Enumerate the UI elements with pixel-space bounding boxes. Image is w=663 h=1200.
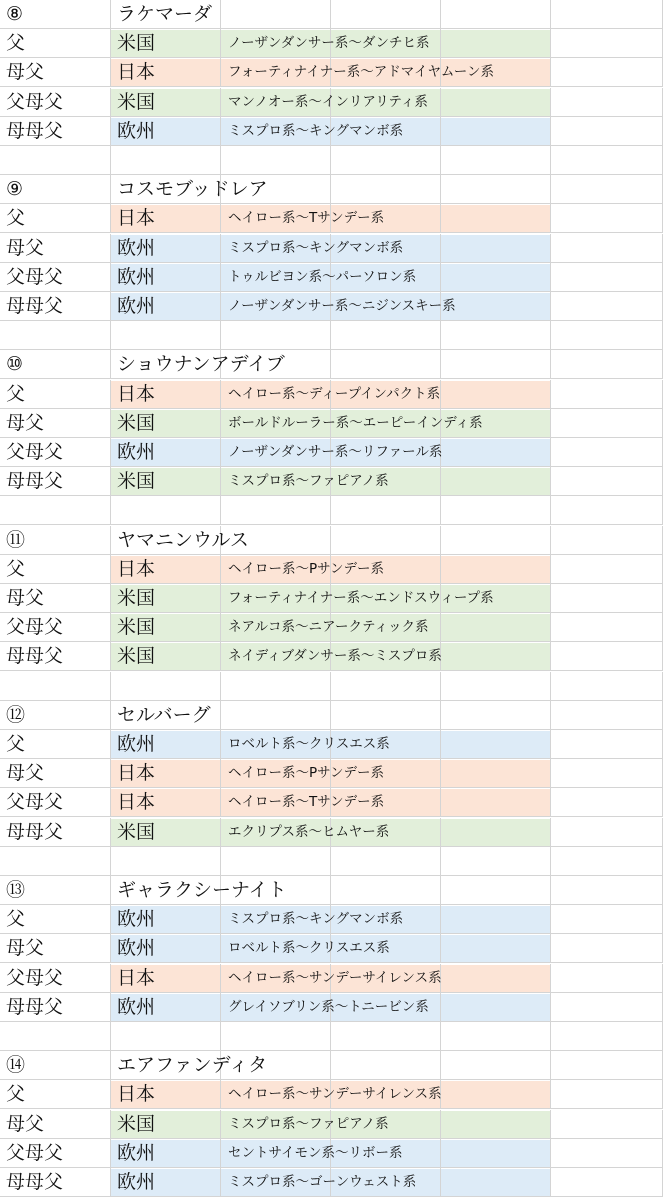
grid-cell[interactable] [441,555,551,584]
grid-cell[interactable] [551,234,663,263]
lineage-text: ヘイロー系～サンデーサイレンス系 [228,969,442,986]
pedigree-row [0,1139,663,1168]
region-label: 米国 [117,411,156,434]
grid-cell[interactable] [441,234,551,263]
region-label: 日本 [117,557,156,580]
grid-cell[interactable] [441,672,551,701]
horse-header-row [0,1051,663,1080]
pedigree-row [0,584,663,613]
grid-cell[interactable] [441,905,551,934]
grid-cell[interactable] [441,1080,551,1109]
grid-cell[interactable] [0,146,111,175]
lineage-text: ノーザンダンサー系～リファール系 [228,444,443,460]
region-label: 欧州 [117,908,156,931]
region-label: 米国 [117,1112,156,1135]
pedigree-row [0,380,663,409]
grid-cell[interactable] [221,672,331,701]
grid-cell[interactable] [551,204,663,233]
grid-cell[interactable] [551,29,663,58]
grid-cell[interactable] [331,876,441,905]
grid-cell[interactable] [551,496,663,525]
relation-label: 父 [6,32,26,55]
relation-label: 父母父 [6,1141,64,1164]
horse-name: コスモブッドレア [117,178,268,201]
horse-name: ヤマニンウルス [117,528,249,551]
region-label: 米国 [117,820,156,843]
horse-number: ⑭ [6,1054,26,1077]
horse-number: ⑫ [6,703,26,726]
region-label: 欧州 [117,937,156,960]
region-label: 日本 [117,207,156,230]
spacer-row [0,321,663,350]
lineage-text: フォーティナイナー系～エンドスウィープ系 [228,590,494,606]
grid-cell[interactable] [111,1022,221,1051]
pedigree-row [0,993,663,1022]
lineage-text: ネイディブダンサー系～ミスプロ系 [228,648,442,665]
grid-cell[interactable] [0,847,111,876]
spacer-row [0,496,663,525]
grid-cell[interactable] [551,321,663,350]
relation-label: 母父 [6,937,45,960]
lineage-text: ネアルコ系～ニアークティック系 [228,619,429,636]
horse-number: ⑩ [6,353,24,376]
grid-cell[interactable] [221,701,331,730]
grid-cell[interactable] [0,496,111,525]
grid-cell[interactable] [551,818,663,847]
grid-cell[interactable] [551,0,663,29]
pedigree-row [0,409,663,438]
grid-cell[interactable] [441,467,551,496]
grid-cell[interactable] [441,175,551,204]
grid-cell[interactable] [441,29,551,58]
grid-cell[interactable] [551,88,663,117]
relation-label: 母父 [6,61,45,84]
lineage-text: ヘイロー系～Tサンデー系 [228,210,385,227]
lineage-text: ヘイロー系～Pサンデー系 [228,560,384,577]
grid-cell[interactable] [551,292,663,321]
grid-cell[interactable] [221,847,331,876]
pedigree-row [0,1110,663,1139]
relation-label: 父母父 [6,616,64,639]
grid-cell[interactable] [551,730,663,759]
region-label: 米国 [117,470,156,493]
pedigree-row [0,58,663,87]
grid-cell[interactable] [551,526,663,555]
grid-cell[interactable] [441,438,551,467]
grid-cell[interactable] [0,672,111,701]
lineage-text: ヘイロー系～Pサンデー系 [228,765,384,782]
grid-cell[interactable] [331,701,441,730]
grid-cell[interactable] [441,1110,551,1139]
relation-label: 父 [6,733,26,755]
grid-cell[interactable] [551,584,663,613]
region-label: 日本 [117,966,156,989]
grid-cell[interactable] [551,1168,663,1197]
grid-cell[interactable] [551,117,663,146]
region-label: 日本 [117,791,156,814]
pedigree-row [0,555,663,584]
grid-cell[interactable] [551,58,663,87]
pedigree-row [0,117,663,146]
grid-cell[interactable] [551,701,663,730]
grid-cell[interactable] [551,1051,663,1080]
pedigree-row [0,292,663,321]
lineage-text: フォーティナイナー系～アドマイヤムーン系 [228,64,494,81]
region-label: 欧州 [117,265,156,288]
grid-cell[interactable] [441,117,551,146]
grid-cell[interactable] [221,1022,331,1051]
relation-label: 父母父 [6,791,64,814]
lineage-text: グレイソブリン系～トニービン系 [228,998,429,1015]
grid-cell[interactable] [551,847,663,876]
grid-cell[interactable] [331,672,441,701]
pedigree-row [0,642,663,671]
pedigree-row [0,467,663,496]
grid-cell[interactable] [551,175,663,204]
grid-cell[interactable] [221,496,331,525]
grid-cell[interactable] [551,1080,663,1109]
lineage-text: ノーザンダンサー系～ニジンスキー系 [228,298,456,314]
horse-header-row [0,350,663,379]
grid-cell[interactable] [551,642,663,671]
lineage-text: ミスプロ系～ゴーンウェスト系 [228,1174,417,1190]
grid-cell[interactable] [441,496,551,525]
grid-cell[interactable] [441,1051,551,1080]
lineage-text: トゥルビヨン系～パーソロン系 [228,268,417,285]
pedigree-row [0,934,663,963]
horse-name: ラケマーダ [117,3,213,25]
pedigree-row [0,29,663,58]
horse-name: ギャラクシーナイト [117,879,287,901]
relation-label: 母母父 [6,1171,64,1193]
grid-cell[interactable] [441,0,551,29]
grid-cell[interactable] [441,526,551,555]
region-label: 欧州 [117,119,156,142]
relation-label: 父 [6,1083,26,1106]
region-label: 米国 [117,32,156,55]
grid-cell[interactable] [441,263,551,292]
lineage-text: ミスプロ系～キングマンボ系 [228,911,404,928]
region-label: 日本 [117,1083,156,1106]
grid-cell[interactable] [551,1110,663,1139]
region-label: 欧州 [117,995,156,1018]
pedigree-row [0,730,663,759]
pedigree-row [0,1080,663,1109]
relation-label: 母母父 [6,295,64,317]
grid-cell[interactable] [441,321,551,350]
grid-cell[interactable] [441,730,551,759]
pedigree-row [0,88,663,117]
pedigree-row [0,263,663,292]
relation-label: 母父 [6,236,45,259]
relation-label: 父母父 [6,966,64,989]
grid-cell[interactable] [441,204,551,233]
grid-cell[interactable] [551,438,663,467]
grid-cell[interactable] [441,847,551,876]
grid-cell[interactable] [551,964,663,993]
grid-cell[interactable] [551,146,663,175]
horse-number: ⑧ [6,3,24,25]
region-label: 米国 [117,616,156,639]
pedigree-row [0,905,663,934]
grid-cell[interactable] [331,350,441,379]
horse-header-row [0,701,663,730]
relation-label: 父 [6,908,26,931]
region-label: 米国 [117,90,156,113]
relation-label: 父 [6,557,26,580]
grid-cell[interactable] [551,1139,663,1168]
lineage-text: マンノオー系～インリアリティ系 [228,93,428,110]
horse-header-row [0,526,663,555]
grid-cell[interactable] [111,496,221,525]
pedigree-row [0,438,663,467]
region-label: 欧州 [117,295,156,317]
lineage-text: ヘイロー系～ディープインパクト系 [228,385,441,402]
spacer-row [0,1022,663,1051]
lineage-text: ミスプロ系～ファピアノ系 [228,473,389,490]
grid-cell[interactable] [441,1022,551,1051]
lineage-text: ボールドルーラー系～エーピーインディ系 [228,414,483,431]
grid-cell[interactable] [441,350,551,379]
grid-cell[interactable] [551,613,663,642]
region-label: 欧州 [117,1141,156,1164]
grid-cell[interactable] [221,0,331,29]
grid-cell[interactable] [0,321,111,350]
grid-cell[interactable] [441,146,551,175]
relation-label: 父母父 [6,265,64,288]
grid-cell[interactable] [441,818,551,847]
grid-cell[interactable] [331,0,441,29]
relation-label: 母父 [6,1112,45,1135]
grid-cell[interactable] [551,905,663,934]
relation-label: 母父 [6,587,45,609]
relation-label: 母母父 [6,119,64,142]
grid-cell[interactable] [331,496,441,525]
horse-name: ショウナンアデイブ [117,353,285,376]
horse-name: セルバーグ [117,703,211,726]
region-label: 日本 [117,762,156,785]
grid-cell[interactable] [111,672,221,701]
lineage-text: ミスプロ系～ファピアノ系 [228,1115,389,1132]
lineage-text: ノーザンダンサー系～ダンチヒ系 [228,35,430,52]
lineage-text: ロベルト系～クリスエス系 [228,940,390,957]
lineage-text: セントサイモン系～リボー系 [228,1144,403,1161]
grid-cell[interactable] [441,642,551,671]
grid-cell[interactable] [441,701,551,730]
lineage-text: エクリプス系～ヒムヤー系 [228,823,390,840]
grid-cell[interactable] [441,759,551,788]
grid-cell[interactable] [441,613,551,642]
grid-cell[interactable] [441,993,551,1022]
horse-header-row [0,175,663,204]
grid-cell[interactable] [441,788,551,817]
region-label: 欧州 [117,236,156,259]
grid-cell[interactable] [551,380,663,409]
horse-number: ⑪ [6,528,26,551]
grid-cell[interactable] [111,146,221,175]
grid-cell[interactable] [331,175,441,204]
region-label: 米国 [117,587,156,609]
relation-label: 母母父 [6,995,64,1018]
spacer-row [0,146,663,175]
grid-cell[interactable] [551,934,663,963]
grid-cell[interactable] [551,263,663,292]
grid-cell[interactable] [221,146,331,175]
grid-cell[interactable] [331,321,441,350]
lineage-text: ロベルト系～クリスエス系 [228,736,390,752]
relation-label: 母母父 [6,645,64,668]
region-label: 日本 [117,382,156,405]
relation-label: 母母父 [6,820,64,843]
relation-label: 父 [6,207,26,230]
pedigree-row [0,204,663,233]
grid-cell[interactable] [331,1051,441,1080]
spacer-row [0,672,663,701]
grid-cell[interactable] [111,321,221,350]
grid-cell[interactable] [551,350,663,379]
pedigree-row [0,759,663,788]
grid-cell[interactable] [441,380,551,409]
grid-cell[interactable] [551,993,663,1022]
relation-label: 母母父 [6,470,64,493]
grid-cell[interactable] [441,1168,551,1197]
lineage-text: ヘイロー系～Tサンデー系 [228,794,385,811]
grid-cell[interactable] [551,672,663,701]
grid-cell[interactable] [441,934,551,963]
pedigree-row [0,234,663,263]
grid-cell[interactable] [441,88,551,117]
grid-cell[interactable] [221,321,331,350]
relation-label: 母父 [6,762,45,785]
grid-cell[interactable] [441,1139,551,1168]
horse-number: ⑬ [6,879,26,901]
region-label: 日本 [117,61,156,84]
pedigree-row [0,818,663,847]
pedigree-row [0,788,663,817]
grid-cell[interactable] [0,1022,111,1051]
grid-cell[interactable] [551,555,663,584]
grid-cell[interactable] [441,292,551,321]
relation-label: 母父 [6,411,45,434]
region-label: 米国 [117,645,156,668]
region-label: 欧州 [117,1171,156,1193]
grid-cell[interactable] [441,964,551,993]
lineage-text: ヘイロー系～サンデーサイレンス系 [228,1086,442,1103]
grid-cell[interactable] [551,1022,663,1051]
relation-label: 父母父 [6,441,64,463]
region-label: 欧州 [117,733,156,755]
grid-cell[interactable] [331,847,441,876]
horse-header-row [0,876,663,905]
grid-cell[interactable] [111,847,221,876]
lineage-text: ミスプロ系～キングマンボ系 [228,239,404,256]
grid-cell[interactable] [551,409,663,438]
spacer-row [0,847,663,876]
pedigree-row [0,1168,663,1197]
pedigree-row [0,964,663,993]
grid-cell[interactable] [331,1022,441,1051]
relation-label: 父母父 [6,90,64,113]
region-label: 欧州 [117,441,156,463]
grid-cell[interactable] [551,467,663,496]
pedigree-row [0,613,663,642]
lineage-text: ミスプロ系～キングマンボ系 [228,122,404,139]
grid-cell[interactable] [331,526,441,555]
grid-cell[interactable] [441,876,551,905]
relation-label: 父 [6,382,26,405]
horse-header-row [0,0,663,29]
horse-name: エアファンディタ [117,1054,268,1077]
grid-cell[interactable] [551,876,663,905]
grid-cell[interactable] [551,788,663,817]
grid-cell[interactable] [551,759,663,788]
grid-cell[interactable] [331,146,441,175]
horse-number: ⑨ [6,178,24,201]
